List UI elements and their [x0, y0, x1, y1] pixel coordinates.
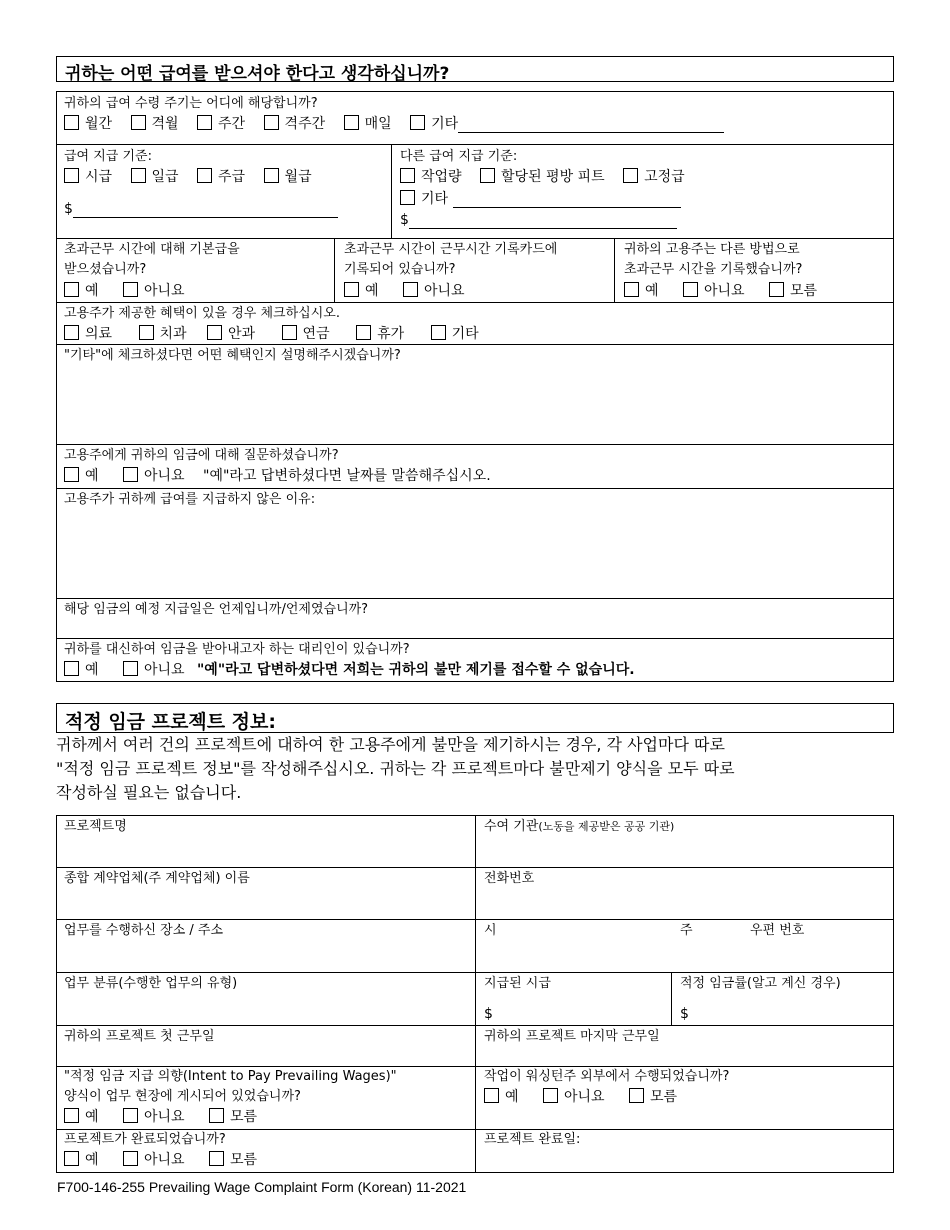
- other-basis-other: 기타: [400, 190, 681, 208]
- benefits-question: 고용주가 제공한 혜택이 있을 경우 체크하십시오.: [64, 306, 340, 321]
- pay-period-monthly-checkbox[interactable]: [64, 115, 79, 130]
- completed-unknown-checkbox[interactable]: [209, 1151, 224, 1166]
- pay-period-options: 월간 격월 주간 격주간 매일 기타: [64, 115, 724, 133]
- section2-title: 적정 임금 프로젝트 정보:: [56, 703, 894, 733]
- offsite-unknown-checkbox[interactable]: [629, 1088, 644, 1103]
- city-state-zip-field[interactable]: [480, 940, 890, 969]
- last-day-field[interactable]: [480, 1046, 890, 1064]
- offsite-no-checkbox[interactable]: [543, 1088, 558, 1103]
- pay-period-weekly-checkbox[interactable]: [197, 115, 212, 130]
- overtime-other-no-checkbox[interactable]: [683, 282, 698, 297]
- section2-intro-line-1: 귀하께서 여러 건의 프로젝트에 대하여 한 고용주에게 불만을 제기하시는 경우, 각 사업마다 따로: [56, 735, 725, 754]
- other-basis-sqft-checkbox[interactable]: [480, 168, 495, 183]
- overtime-base-options: 예 아니요: [64, 282, 199, 300]
- pay-period-question: 귀하의 급여 수령 주기는 어디에 해당합니까?: [64, 96, 318, 111]
- pay-period-biweekly-checkbox[interactable]: [264, 115, 279, 130]
- overtime-base-no-checkbox[interactable]: [123, 282, 138, 297]
- benefit-pension-checkbox[interactable]: [282, 325, 297, 340]
- benefit-medical-checkbox[interactable]: [64, 325, 79, 340]
- reason-unpaid-question: 고용주가 귀하께 급여를 지급하지 않은 이유:: [64, 492, 316, 507]
- intent-posted-question-2: 양식이 업무 현장에 게시되어 있었습니까?: [64, 1089, 301, 1104]
- phone-label: 전화번호: [484, 871, 535, 886]
- due-date-field[interactable]: [60, 619, 890, 636]
- completed-yes-checkbox[interactable]: [64, 1151, 79, 1166]
- other-basis-options: 작업량 할당된 평방 피트 고정급: [400, 168, 699, 186]
- section1-title: 귀하는 어떤 급여를 받으셔야 한다고 생각하십니까?: [56, 56, 894, 82]
- project-name-field[interactable]: [60, 836, 470, 864]
- other-basis-amount: $: [400, 211, 677, 229]
- state-label: 주: [680, 923, 693, 938]
- pay-basis-daily-checkbox[interactable]: [131, 168, 146, 183]
- pay-period-daily-checkbox[interactable]: [344, 115, 359, 130]
- reason-unpaid-field[interactable]: [60, 512, 890, 594]
- city-label: 시: [484, 923, 497, 938]
- overtime-other-unknown-checkbox[interactable]: [769, 282, 784, 297]
- other-basis-other-checkbox[interactable]: [400, 190, 415, 205]
- first-day-field[interactable]: [60, 1046, 470, 1064]
- phone-field[interactable]: [480, 888, 890, 916]
- intent-posted-yes-checkbox[interactable]: [64, 1108, 79, 1123]
- due-date-question: 해당 임금의 예정 지급일은 언제입니까/언제였습니까?: [64, 602, 369, 617]
- hourly-paid-dollar: $: [484, 1006, 493, 1022]
- agent-yes-checkbox[interactable]: [64, 661, 79, 676]
- asked-employer-yes-checkbox[interactable]: [64, 467, 79, 482]
- completion-date-label: 프로젝트 완료일:: [484, 1132, 581, 1147]
- asked-employer-question: 고용주에게 귀하의 임금에 대해 질문하셨습니까?: [64, 448, 339, 463]
- benefit-vision-checkbox[interactable]: [207, 325, 222, 340]
- prime-contractor-field[interactable]: [60, 888, 470, 916]
- pay-basis-weekly-checkbox[interactable]: [197, 168, 212, 183]
- agent-options: 예 아니요 "예"라고 답변하셨다면 저희는 귀하의 불만 제기를 접수할 수 없습니다.: [64, 661, 635, 679]
- overtime-other-question-2: 초과근무 시간을 기록했습니까?: [624, 262, 803, 277]
- overtime-card-options: 예 아니요: [344, 282, 479, 300]
- classification-field[interactable]: [60, 993, 470, 1022]
- offsite-options: 예 아니요 모름: [484, 1088, 691, 1106]
- agent-no-checkbox[interactable]: [123, 661, 138, 676]
- offsite-question: 작업이 워싱턴주 외부에서 수행되었습니까?: [484, 1069, 730, 1084]
- zip-label: 우편 번호: [750, 923, 805, 938]
- section2-intro-line-2: "적정 임금 프로젝트 정보"를 작성해주십시오. 귀하는 각 프로젝트마다 불만제기 양식을 모두 따로: [56, 759, 735, 778]
- work-location-label: 업무를 수행하신 장소 / 주소: [64, 923, 224, 938]
- hourly-paid-field[interactable]: [496, 1000, 666, 1022]
- other-benefit-field[interactable]: [60, 368, 890, 440]
- overtime-other-question-1: 귀하의 고용주는 다른 방법으로: [624, 242, 800, 257]
- awarding-body-label: 수여 기관(노동을 제공받은 공공 기관): [484, 819, 675, 834]
- overtime-card-question-2: 기록되어 있습니까?: [344, 262, 456, 277]
- intent-posted-options: 예 아니요 모름: [64, 1108, 271, 1126]
- completion-date-field[interactable]: [480, 1149, 890, 1169]
- pay-basis-amount-field[interactable]: [73, 203, 338, 218]
- prevailing-rate-field[interactable]: [692, 1000, 888, 1022]
- pay-basis-options: 시급 일급 주급 월급: [64, 168, 326, 186]
- pay-basis-amount: $: [64, 200, 338, 218]
- overtime-base-question-2: 받으셨습니까?: [64, 262, 147, 277]
- completed-no-checkbox[interactable]: [123, 1151, 138, 1166]
- overtime-other-yes-checkbox[interactable]: [624, 282, 639, 297]
- benefit-vacation-checkbox[interactable]: [356, 325, 371, 340]
- overtime-card-question-1: 초과근무 시간이 근무시간 기록카드에: [344, 242, 558, 257]
- benefit-dental-checkbox[interactable]: [139, 325, 154, 340]
- first-day-label: 귀하의 프로젝트 첫 근무일: [64, 1029, 215, 1044]
- asked-employer-options: 예 아니요 "예"라고 답변하셨다면 날짜를 말씀해주십시오.: [64, 467, 491, 485]
- asked-employer-no-checkbox[interactable]: [123, 467, 138, 482]
- intent-posted-no-checkbox[interactable]: [123, 1108, 138, 1123]
- classification-label: 업무 분류(수행한 업무의 유형): [64, 976, 238, 991]
- pay-period-bimonthly-checkbox[interactable]: [131, 115, 146, 130]
- other-basis-salary-checkbox[interactable]: [623, 168, 638, 183]
- asked-employer-followup: "예"라고 답변하셨다면 날짜를 말씀해주십시오.: [203, 468, 491, 484]
- benefit-other-checkbox[interactable]: [431, 325, 446, 340]
- work-location-field[interactable]: [60, 940, 470, 969]
- offsite-yes-checkbox[interactable]: [484, 1088, 499, 1103]
- form-footer: F700-146-255 Prevailing Wage Complaint Form (Korean) 11-2021: [57, 1179, 467, 1195]
- overtime-base-question-1: 초과근무 시간에 대해 기본급을: [64, 242, 240, 257]
- overtime-base-yes-checkbox[interactable]: [64, 282, 79, 297]
- overtime-other-options: 예 아니요 모름: [624, 282, 831, 300]
- benefits-options: 의료 치과 안과 연금 휴가 기타: [64, 325, 493, 343]
- intent-posted-unknown-checkbox[interactable]: [209, 1108, 224, 1123]
- other-benefit-question: "기타"에 체크하셨다면 어떤 혜택인지 설명해주시겠습니까?: [64, 348, 401, 363]
- awarding-body-field[interactable]: [480, 836, 890, 864]
- overtime-card-no-checkbox[interactable]: [403, 282, 418, 297]
- completed-options: 예 아니요 모름: [64, 1151, 271, 1169]
- pay-period-other-field[interactable]: [458, 118, 724, 133]
- other-basis-amount-field[interactable]: [409, 214, 677, 229]
- prime-contractor-label: 종합 계약업체(주 계약업체) 이름: [64, 871, 250, 886]
- agent-question: 귀하를 대신하여 임금을 받아내고자 하는 대리인이 있습니까?: [64, 642, 410, 657]
- other-basis-other-field[interactable]: [453, 193, 681, 208]
- pay-basis-hourly-checkbox[interactable]: [64, 168, 79, 183]
- overtime-card-yes-checkbox[interactable]: [344, 282, 359, 297]
- pay-basis-monthly-checkbox[interactable]: [264, 168, 279, 183]
- hourly-paid-label: 지급된 시급: [484, 976, 551, 991]
- prevailing-rate-dollar: $: [680, 1006, 689, 1022]
- other-basis-label: 다른 급여 지급 기준:: [400, 149, 518, 164]
- section2-intro-line-3: 작성하실 필요는 없습니다.: [56, 783, 242, 802]
- pay-basis-label: 급여 지급 기준:: [64, 149, 152, 164]
- pay-period-other-checkbox[interactable]: [410, 115, 425, 130]
- last-day-label: 귀하의 프로젝트 마지막 근무일: [484, 1029, 660, 1044]
- completed-question: 프로젝트가 완료되었습니까?: [64, 1132, 226, 1147]
- prevailing-rate-label: 적정 임금률(알고 계신 경우): [680, 976, 841, 991]
- agent-warning: "예"라고 답변하셨다면 저희는 귀하의 불만 제기를 접수할 수 없습니다.: [197, 662, 635, 678]
- project-name-label: 프로젝트명: [64, 819, 127, 834]
- other-basis-piece-checkbox[interactable]: [400, 168, 415, 183]
- intent-posted-question-1: "적정 임금 지급 의향(Intent to Pay Prevailing Wages)": [64, 1069, 397, 1084]
